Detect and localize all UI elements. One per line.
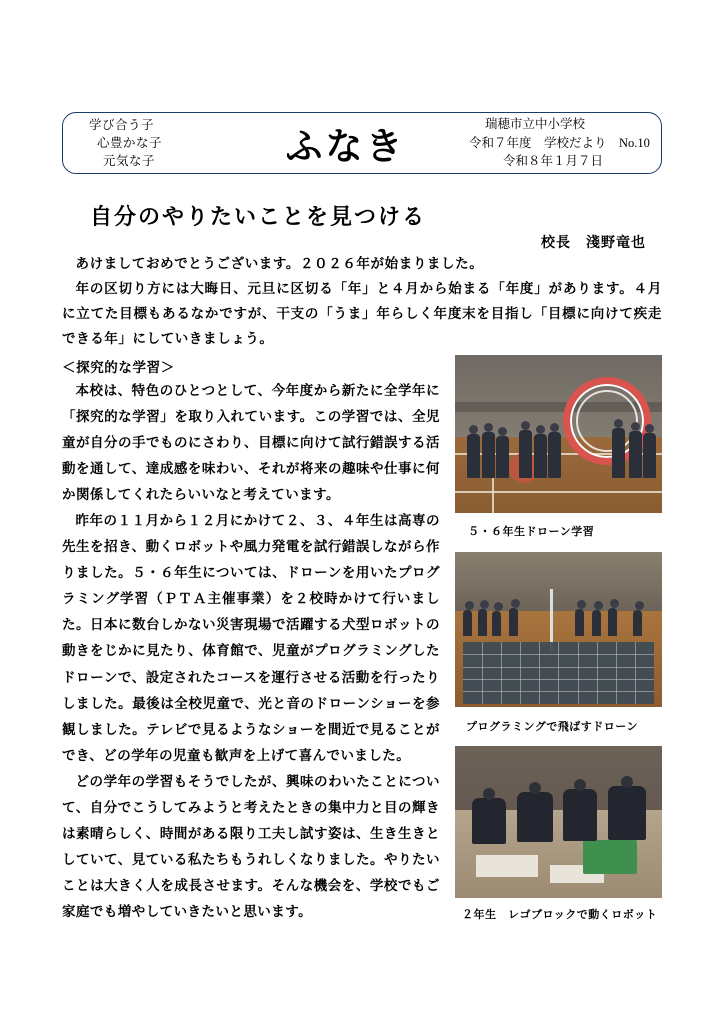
photo-caption-2: プログラミングで飛ばすドローン	[466, 721, 639, 733]
person-figure	[548, 432, 561, 478]
person-figure	[612, 428, 625, 478]
photo-programming-drone	[455, 552, 662, 707]
person-figure	[478, 609, 487, 636]
photo-lego-robot	[455, 746, 662, 898]
issue-number: 令和７年度 学校だより No.10	[469, 135, 650, 150]
child-figure	[563, 789, 597, 841]
publication-date: 令和８年１月７日	[503, 154, 604, 169]
child-figure	[608, 786, 646, 840]
person-figure	[492, 611, 501, 636]
person-figure	[629, 431, 642, 478]
masthead	[62, 112, 662, 174]
floor-line	[455, 491, 662, 493]
body-paragraph-3: どの学年の学習もそうでしたが、興味のわいたことについて、自分でこうしてみようと考えたときの集中力と目の輝きは素晴らしく、時間がある限り工夫し試す姿は、生き生きとしていて、見ている私たちもうれしくなりました。やりたいことは大きく人を成長させます。そんな機会を、学校でもご家庭でも増やしていきたいと思います。	[62, 773, 440, 919]
motto-line-1: 学び合う子	[89, 117, 155, 132]
intro-paragraph-1: あけましておめでとうございます。２０２６年が始まりました。	[75, 256, 484, 271]
body-paragraph-2: 昨年の１１月から１２月にかけて２、３、４年生は高専の先生を招き、動くロボットや風力発電を試行錯誤しながら作りました。５・６年生については、ドローンを用いたプログラミング学習（ＰＴＡ主催事業）を２校時かけて行いました。日本に数台しかない災害現場で活躍する犬型ロボットの動きをじかに見たり、体育館で、児童がプログラミングしたドローンで、設定されたコースを運行させる活動を行ったりしました。最後は全校児童で、光と音のドローンショーを参観しました。テレビで見るようなショーを間近で見ることができ、どの学年の児童も歓声を上げて喜んでいました。	[62, 513, 440, 763]
lego-box	[583, 840, 637, 873]
photo-caption-1: ５・６年生ドローン学習	[468, 526, 595, 538]
intro-paragraph-2: 年の区切り方には大晦日、元旦に区切る「年」と４月から始まる「年度」があります。４月に立てた目標もあるなかですが、干支の「うま」年らしく年度末を目指し「目標に向けて疾走できる年」にしていきましょう。	[62, 280, 662, 346]
article-headline: 自分のやりたいことを見つける	[90, 204, 427, 229]
child-figure	[517, 792, 553, 842]
publication-info	[453, 115, 661, 171]
article-body	[62, 378, 440, 925]
person-figure	[534, 434, 547, 478]
person-figure	[496, 436, 509, 478]
grid-mat	[463, 642, 653, 704]
person-figure	[467, 434, 480, 478]
photo-caption-3: ２年生 レゴブロックで動くロボット	[462, 909, 658, 921]
motto-line-2: 心豊かな子	[97, 135, 163, 150]
person-figure	[482, 432, 495, 478]
school-name: 瑞穂市立中小学校	[485, 116, 586, 131]
photo-drone-lesson	[455, 355, 662, 513]
paper-sheet	[476, 855, 538, 876]
person-figure	[643, 433, 656, 478]
motto-line-3: 元気な子	[103, 154, 156, 169]
newsletter-title: ふなき	[285, 127, 406, 168]
article-byline: 校長 淺野竜也	[541, 236, 646, 251]
article-intro	[62, 252, 662, 352]
section-title: ＜探究的な学習＞	[62, 360, 175, 375]
person-figure	[519, 430, 532, 478]
child-figure	[472, 798, 506, 844]
person-figure	[633, 610, 642, 636]
person-figure	[509, 608, 518, 636]
body-paragraph-1: 本校は、特色のひとつとして、今年度から新たに全学年に「探究的な学習」を取り入れています。この学習では、全児童が自分の手でものにさわり、目標に向けて試行錯誤する活動を通して、達成感を味わい、それが将来の趣味や仕事に何か関係してくれたらいいなと考えています。	[62, 383, 440, 503]
school-motto	[63, 116, 238, 170]
person-figure	[592, 610, 601, 636]
person-figure	[463, 610, 472, 636]
person-figure	[575, 609, 584, 636]
person-figure	[608, 608, 617, 636]
